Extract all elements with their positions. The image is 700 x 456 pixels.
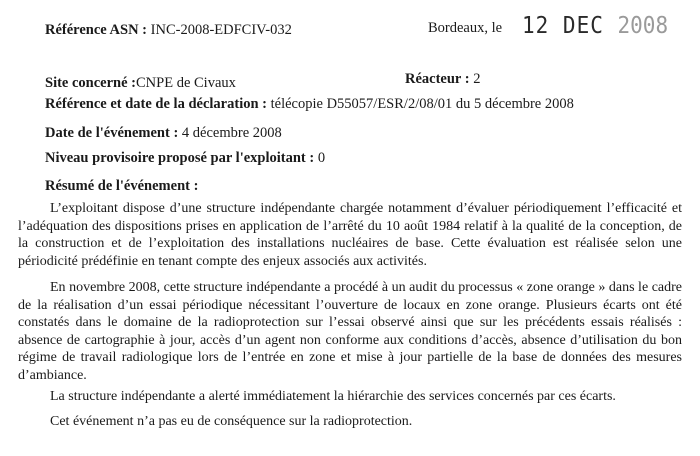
declaration-field <box>45 96 574 113</box>
event-date-label: Date de l'événement : <box>45 125 179 141</box>
reactor-value: 2 <box>473 71 481 87</box>
reactor-label: Réacteur : <box>405 71 470 87</box>
reactor-field <box>405 71 480 88</box>
date-stamp-day-month: 12 DEC <box>522 12 604 39</box>
summary-paragraph-4: Cet événement n’a pas eu de conséquence sur la radioprotection. <box>50 414 413 429</box>
summary-paragraph-3: La structure indépendante a alerté immédiatement la hiérarchie des services concernés par ces écarts. <box>50 389 616 404</box>
level-value: 0 <box>317 150 326 166</box>
asn-reference-value: INC-2008-EDFCIV-032 <box>150 22 292 38</box>
declaration-label: Référence et date de la déclaration : <box>45 96 267 112</box>
summary-heading: Résumé de l'événement : <box>45 178 199 194</box>
site-field <box>45 75 236 92</box>
asn-reference-label: Référence ASN : <box>45 22 148 38</box>
place-date-line: Bordeaux, le <box>428 20 503 36</box>
event-date-value: 4 décembre 2008 <box>181 125 282 141</box>
site-label: Site concerné : <box>45 75 136 91</box>
summary-paragraph-2: En novembre 2008, cette structure indépendante a procédé à un audit du processus « zone orange » dans le cadre de la réalisation d’un essai périodique nécessitant l’ouverture de locaux en zone orange. Plusieurs écarts ont été constatés dans le domaine de la radioprotection sur l’essai observé ainsi que sur les précédents essais réalisés : absence de cartographie à jour, accès d’un agent non conforme aux conditions d’accès, absence d’utilisation du bon régime de travail radiologique lors de l’entrée en zone et mise à jour partielle de la base de données des mesures d’ambiance. <box>18 280 682 383</box>
declaration-value: télécopie D55057/ESR/2/08/01 du 5 décembre 2008 <box>270 96 574 112</box>
site-value: CNPE de Civaux <box>136 75 236 91</box>
summary-paragraph-1: L’exploitant dispose d’une structure indépendante chargée notamment d’évaluer périodiquement l’efficacité et l’adéquation des dispositions prises en application de l’arrêté du 10 août 1984 relatif à la qualité de la conception, de la construction et de l’exploitation des installations nucléaires de base. Cette évaluation est réalisée selon une périodicité prédéfinie en tenant compte des enjeux associés aux activités. <box>18 201 682 269</box>
level-field <box>45 150 325 167</box>
date-stamp <box>522 12 668 38</box>
event-date-field <box>45 125 282 142</box>
date-stamp-year: 2008 <box>617 12 669 39</box>
level-label: Niveau provisoire proposé par l'exploitant : <box>45 150 315 166</box>
asn-reference <box>45 22 292 39</box>
